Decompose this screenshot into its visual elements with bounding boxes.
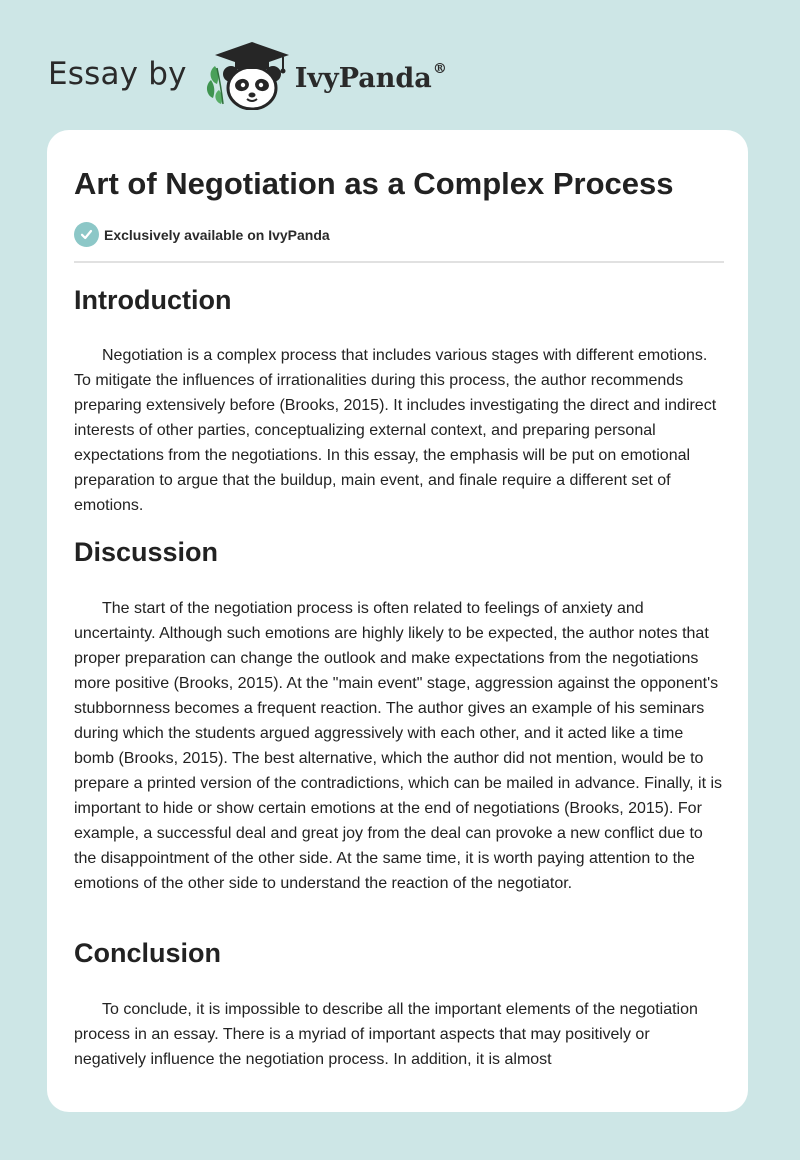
essay-card bbox=[47, 130, 748, 1112]
section-heading-conclusion: Conclusion bbox=[74, 938, 221, 968]
exclusive-badge-label: Exclusively available on IvyPanda bbox=[104, 226, 330, 243]
section-paragraph-conclusion: To conclude, it is impossible to describe all the important elements of the negotiation process in an essay. There is a myriad of important aspects that may positively or negatively influence the negotiation process. In addition, it is almost bbox=[74, 1001, 698, 1068]
registered-mark: ® bbox=[432, 60, 447, 77]
section-heading-discussion: Discussion bbox=[74, 537, 219, 567]
brand-name-text: IvyPanda bbox=[294, 62, 432, 94]
section-heading-introduction: Introduction bbox=[74, 285, 232, 315]
site-header bbox=[48, 38, 447, 110]
exclusive-badge bbox=[74, 222, 330, 247]
section-paragraph-discussion: The start of the negotiation process is often related to feelings of anxiety and uncertainty. Although such emotions are highly likely to be expected, the author notes that proper preparation can change the outlook and make expectations from the negotiations more positive (Brooks, 2015). At the "main event" stage, aggression against the opponent's stubbornness becomes a frequent reaction. The author gives an example of his seminars during which the students argued aggressively with each other, and it acted like a time bomb (Brooks, 2015). The best alternative, which the author did not mention, would be to prepare a printed version of the contradictions, which can be mailed in advance. Finally, it is important to hide or show certain emotions at the end of negotiations (Brooks, 2015). For example, a successful deal and great joy from the deal can provoke a new conflict due to the disappointment of the other side. At the same time, it is worth paying attention to the emotions of the other side to understand the reaction of the negotiator. bbox=[74, 600, 723, 892]
section-paragraph-introduction: Negotiation is a complex process that includes various stages with different emotions. To mitigate the influences of irrationalities during this process, the author recommends preparing extensively before (Brooks, 2015). It includes investigating the direct and indirect interests of other parties, conceptualizing external context, and preparing personal expectations from the negotiations. In this essay, the emphasis will be put on emotional preparation to argue that the buildup, main event, and finale require a different set of emotions. bbox=[74, 347, 717, 514]
check-icon bbox=[74, 222, 99, 247]
brand-name bbox=[294, 60, 447, 94]
title-divider bbox=[74, 261, 724, 263]
ivypanda-logo-icon[interactable] bbox=[201, 38, 293, 110]
page-title: Art of Negotiation as a Complex Process bbox=[74, 166, 674, 201]
essay-by-label: Essay by bbox=[48, 56, 187, 92]
